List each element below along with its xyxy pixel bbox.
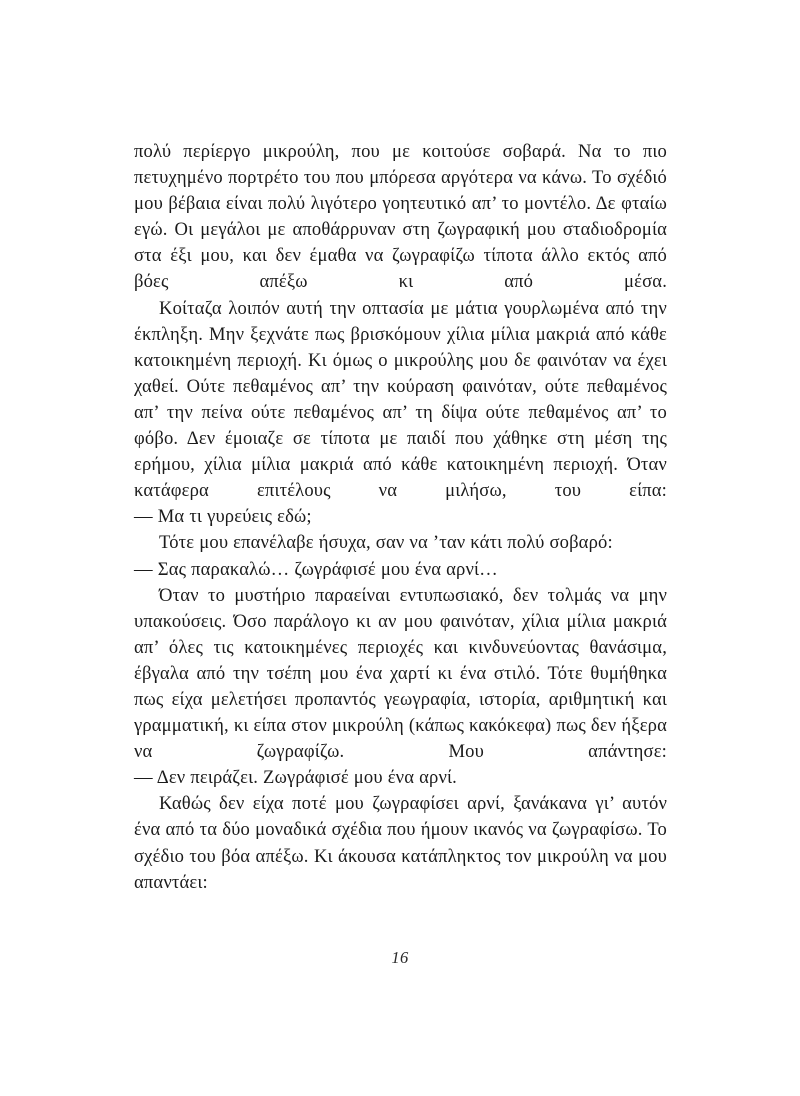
dialogue-line-2: — Σας παρακαλώ… ζωγράφισέ μου ένα αρνί… xyxy=(134,558,498,580)
paragraph-2: Κοίταζα λοιπόν αυτή την οπτασία με μάτια γουρλωμένα από την έκπληξη. Μην ξεχνάτε πως βρισκόμουν χίλια μίλια μακριά από κάθε κατοικημένη περιοχή. Κι όμως ο μικρούλης μου δε φαινόταν να έχει χαθεί. Ούτε πεθαμένος απ’ την κούραση φαινόταν, ούτε πεθαμένος απ’ την πείνα ούτε πεθαμένος απ’ τη δίψα ούτε πεθαμένος απ’ το φόβο. Δεν έμοιαζε σε τίποτα με παιδί που χάθηκε στη μέση της ερήμου, χίλια μίλια μακριά από κάθε κατοικημένη περιοχή. Όταν κατάφερα επιτέλους να μιλήσω, του είπα: xyxy=(134,297,667,502)
page-number-folio: 16 xyxy=(391,948,409,967)
paragraph-8: Καθώς δεν είχα ποτέ μου ζωγραφίσει αρνί, ξανάκανα γι’ αυτόν ένα από τα δύο μοναδικά σχέδια που ήμουν ικανός να ζωγραφίσω. Το σχέδιο του βόα απέξω. Κι άκουσα κατάπληκτος τον μικρούλη να μου απαντάει: xyxy=(134,793,667,893)
paragraph-4: Τότε μου επανέλαβε ήσυχα, σαν να ’ταν κάτι πολύ σοβαρό: xyxy=(159,532,613,554)
dialogue-line-1: — Μα τι γυρεύεις εδώ; xyxy=(134,506,312,528)
paragraph-6: Όταν το μυστήριο παραείναι εντυπωσιακό, δεν τολμάς να μην υπακούσεις. Όσο παράλογο κι αν μου φαινόταν, χίλια μίλια μακριά απ’ όλες τις κατοικημένες περιοχές και κινδυνεύοντας θανάσιμα, έβγαλα από την τσέπη μου ένα χαρτί κι ένα στιλό. Τότε θυμήθηκα πως είχα μελετήσει προπαντός γεωγραφία, ιστορία, αριθμητική και γραμματική, κι είπα στον μικρούλη (κάπως κακόκεφα) πως δεν ήξερα να ζωγραφίζω. Μου απάντησε: xyxy=(134,584,667,763)
dialogue-line-3: — Δεν πειράζει. Ζωγράφισέ μου ένα αρνί. xyxy=(134,767,457,789)
page-text-block xyxy=(134,139,667,896)
paragraph-continued: πολύ περίεργο μικρούλη, που με κοιτούσε σοβαρά. Να το πιο πετυχημένο πορτρέτο του που μπόρεσα αργότερα να κάνω. Το σχέδιό μου βέβαια είναι πολύ λιγότερο γοητευτικό απ’ το μοντέλο. Δε φταίω εγώ. Οι μεγάλοι με αποθάρρυναν στη ζωγραφική μου σταδιοδρομία στα έξι μου, και δεν έμαθα να ζωγραφίζω τίποτα άλλο εκτός από βόες απέξω κι από μέσα. xyxy=(134,141,667,293)
